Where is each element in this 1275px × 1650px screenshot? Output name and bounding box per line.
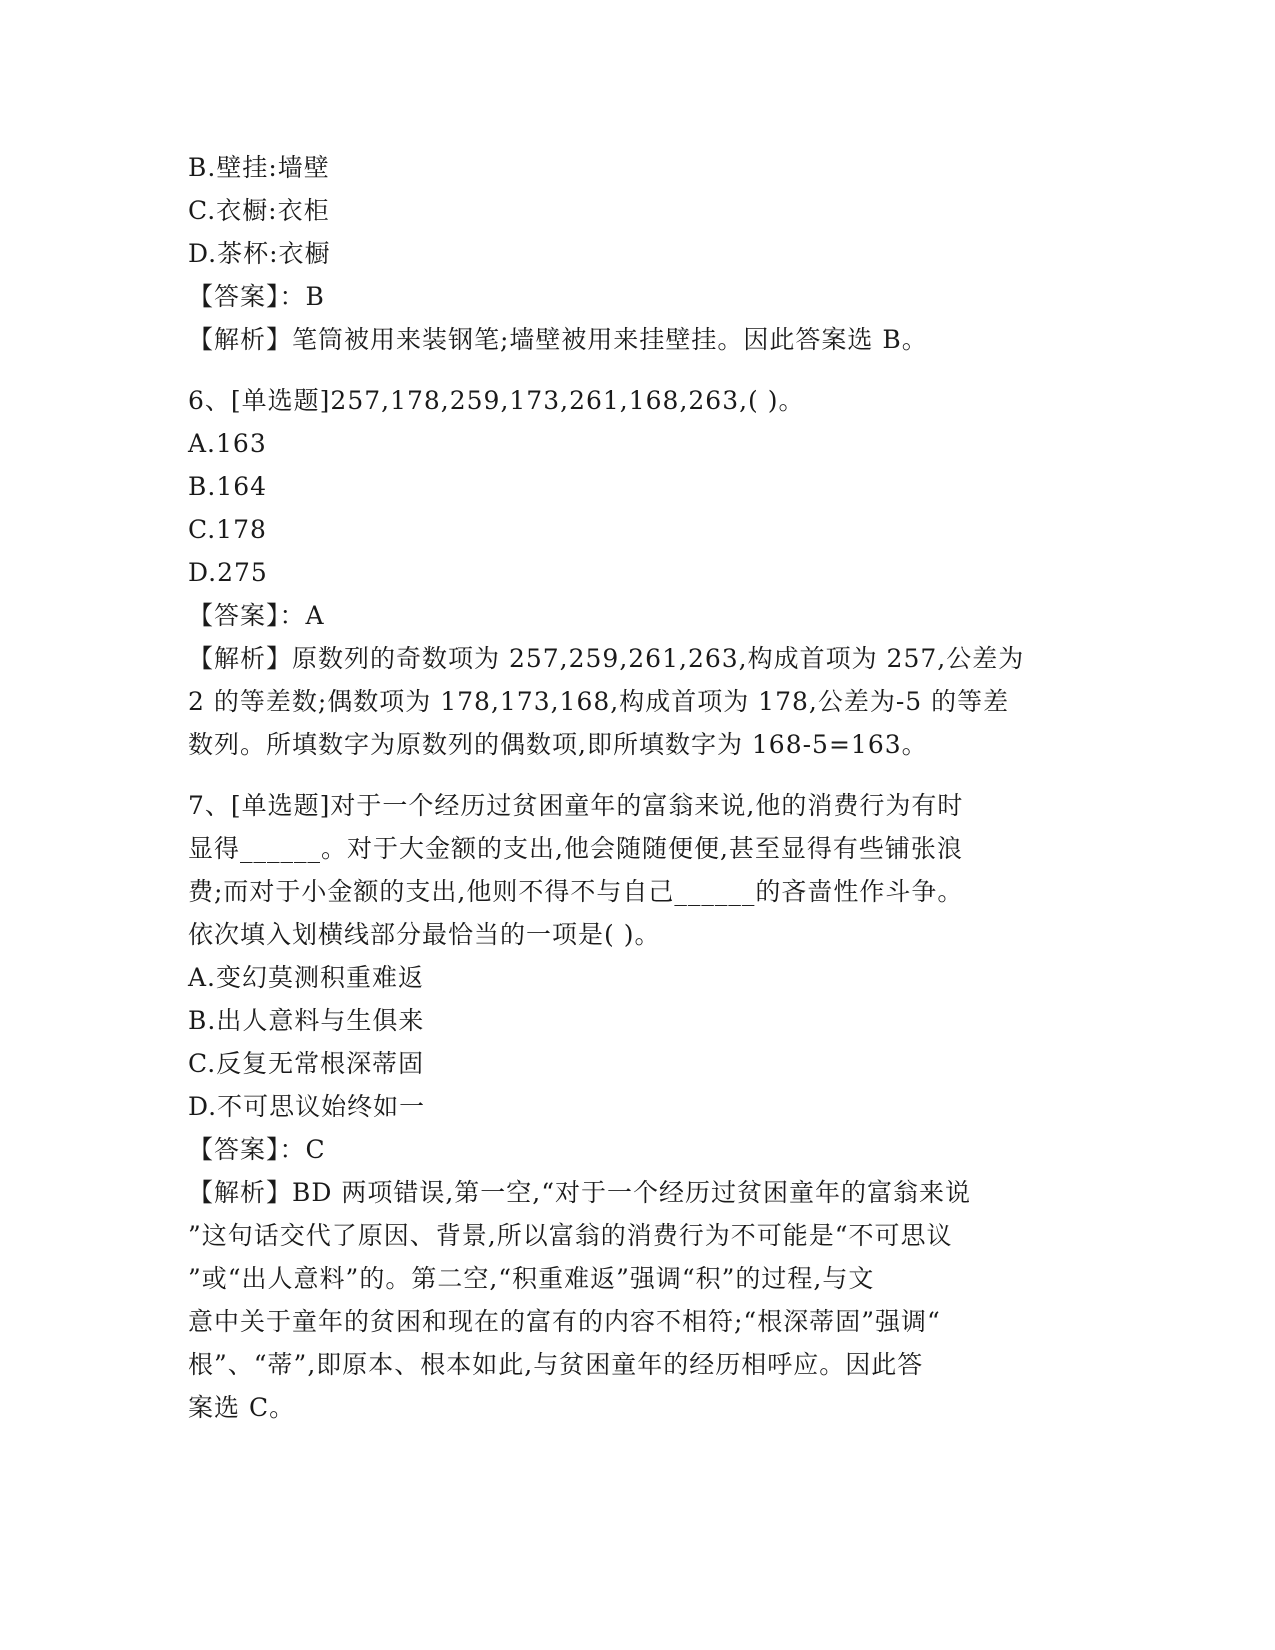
- option-c: C.反复无常根深蒂固: [188, 1049, 425, 1078]
- analysis-line: 【解析】原数列的奇数项为 257,259,261,263,构成首项为 257,公差为: [188, 644, 1025, 673]
- analysis-line: ”或“出人意料”的。第二空,“积重难返”强调“积”的过程,与文: [188, 1264, 875, 1293]
- question-stem: 6、[单选题]257,178,259,173,261,168,263,( )。: [188, 386, 805, 415]
- question-5-tail: [188, 146, 1088, 361]
- analysis-line: 根”、“蒂”,即原本、根本如此,与贫困童年的经历相呼应。因此答: [188, 1350, 924, 1379]
- analysis-line: ”这句话交代了原因、背景,所以富翁的消费行为不可能是“不可思议: [188, 1221, 953, 1250]
- option-b: B.164: [188, 472, 268, 501]
- option-d: D.茶杯:衣橱: [188, 239, 331, 268]
- option-d: D.275: [188, 558, 268, 587]
- analysis-line: 【解析】BD 两项错误,第一空,“对于一个经历过贫困童年的富翁来说: [188, 1178, 972, 1207]
- question-7: [188, 784, 1088, 1429]
- answer-line: 【答案】：C: [188, 1135, 326, 1164]
- option-b: B.壁挂:墙壁: [188, 153, 330, 182]
- analysis-line: 2 的等差数;偶数项为 178,173,168,构成首项为 178,公差为-5 的等差: [188, 687, 1010, 716]
- option-c: C.衣橱:衣柜: [188, 196, 330, 225]
- analysis-line: 案选 C。: [188, 1393, 296, 1422]
- answer-line: 【答案】：A: [188, 601, 325, 630]
- analysis-line: 意中关于童年的贫困和现在的富有的内容不相符;“根深蒂固”强调“: [188, 1307, 941, 1336]
- question-stem-line: 显得______。对于大金额的支出,他会随随便便,甚至显得有些铺张浪: [188, 834, 963, 863]
- option-d: D.不可思议始终如一: [188, 1092, 426, 1121]
- document-page: [188, 146, 1088, 1429]
- option-a: A.163: [188, 429, 267, 458]
- question-stem-line: 费;而对于小金额的支出,他则不得不与自己______的吝啬性作斗争。: [188, 877, 964, 906]
- question-6: [188, 379, 1088, 766]
- answer-line: 【答案】：B: [188, 282, 325, 311]
- analysis-line: 数列。所填数字为原数列的偶数项,即所填数字为 168-5=163。: [188, 730, 928, 759]
- option-b: B.出人意料与生俱来: [188, 1006, 425, 1035]
- analysis-line: 【解析】笔筒被用来装钢笔;墙壁被用来挂壁挂。因此答案选 B。: [188, 325, 928, 354]
- option-c: C.178: [188, 515, 267, 544]
- option-a: A.变幻莫测积重难返: [188, 963, 425, 992]
- question-stem-line: 依次填入划横线部分最恰当的一项是( )。: [188, 920, 661, 949]
- question-stem-line: 7、[单选题]对于一个经历过贫困童年的富翁来说,他的消费行为有时: [188, 791, 964, 820]
